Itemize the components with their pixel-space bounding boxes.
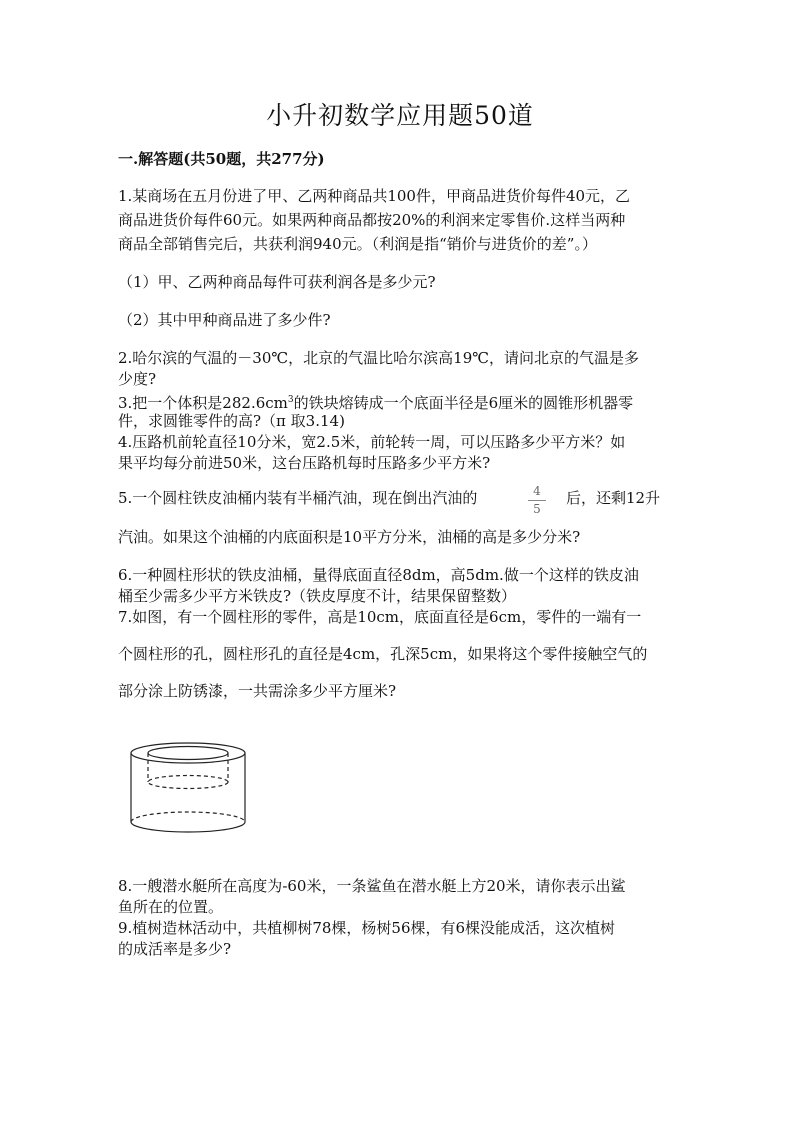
problem-5-line-2: 汽油。如果这个油桶的内底面积是10平方分米，油桶的高是多少分米? (118, 528, 581, 546)
cylinder-with-hole-drawing (118, 738, 258, 838)
page-title: 小升初数学应用题50道 (266, 101, 534, 130)
section-header: 一.解答题(共50题，共277分) (118, 150, 325, 168)
problem-2-line-2: 少度? (118, 370, 157, 388)
problem-4-line-2: 果平均每分前进50米，这台压路机每时压路多少平方米? (118, 454, 491, 472)
problem-4-line-1: 4.压路机前轮直径10分米，宽2.5米，前轮转一周，可以压路多少平方米？如 (118, 433, 626, 451)
problem-3-line-1 (118, 390, 633, 413)
fraction-numerator: 4 (533, 484, 541, 498)
fraction-four-fifths (526, 484, 548, 517)
problem-3-text-b: 的铁块熔铸成一个底面半径是6厘米的圆锥形机器零 (293, 394, 634, 412)
inner-top-ellipse (148, 747, 228, 760)
outer-bottom-front (131, 822, 245, 832)
problem-3-text-a: 3.把一个体积是282.6cm (118, 394, 288, 412)
problem-6-line-1: 6.一种圆柱形状的铁皮油桶，量得底面直径8dm，高5dm.做一个这样的铁皮油 (118, 566, 639, 584)
outer-bottom-back (131, 812, 245, 822)
fraction-bar (528, 500, 546, 501)
problem-1-line-3: 商品全部销售完后，共获利润940元。（利润是指“销价与进货价的差”。） (118, 235, 597, 253)
problem-3-line-2: 件，求圆锥零件的高?（π 取3.14) (118, 412, 345, 430)
problem-8-line-2: 鱼所在的位置。 (118, 898, 224, 916)
problem-5-text-a: 5.一个圆柱铁皮油桶内装有半桶汽油，现在倒出汽油的 (118, 489, 478, 507)
problem-8-line-1: 8.一艘潜水艇所在高度为-60米，一条鲨鱼在潜水艇上方20米，请你表示出鲨 (118, 877, 626, 895)
hole-bottom-ellipse (148, 776, 228, 789)
fraction-denominator: 5 (533, 502, 541, 516)
problem-7-line-2: 个圆柱形的孔，圆柱形孔的直径是4cm，孔深5cm，如果将这个零件接触空气的 (118, 645, 648, 663)
problem-7-line-1: 7.如图，有一个圆柱形的零件，高是10cm，底面直径是6cm，零件的一端有一 (118, 608, 642, 626)
problem-9-line-1: 9.植树造林活动中，共植柳树78棵，杨树56棵，有6棵没能成活，这次植树 (118, 919, 616, 937)
problem-1-question-1: （1）甲、乙两种商品每件可获利润各是多少元? (118, 273, 436, 291)
problem-1-line-1: 1.某商场在五月份进了甲、乙两种商品共100件，甲商品进货价每件40元，乙 (118, 187, 631, 205)
problem-6-line-2: 桶至少需多少平方米铁皮?（铁皮厚度不计，结果保留整数） (118, 587, 517, 605)
problem-2-line-1: 2.哈尔滨的气温的－30℃，北京的气温比哈尔滨高19℃，请问北京的气温是多 (118, 349, 640, 367)
problem-1-question-2: （2）其中甲种商品进了多少件? (118, 311, 331, 329)
cylinder-figure (118, 738, 258, 842)
problem-1-line-2: 商品进货价每件60元。如果两种商品都按20%的利润来定零售价.这样当两种 (118, 211, 626, 229)
problem-5-text-b: 后，还剩12升 (566, 489, 661, 507)
problem-7-line-3: 部分涂上防锈漆，一共需涂多少平方厘米? (118, 682, 397, 700)
cubic-superscript: 3 (287, 395, 294, 405)
problem-9-line-2: 的成活率是多少? (118, 940, 232, 958)
